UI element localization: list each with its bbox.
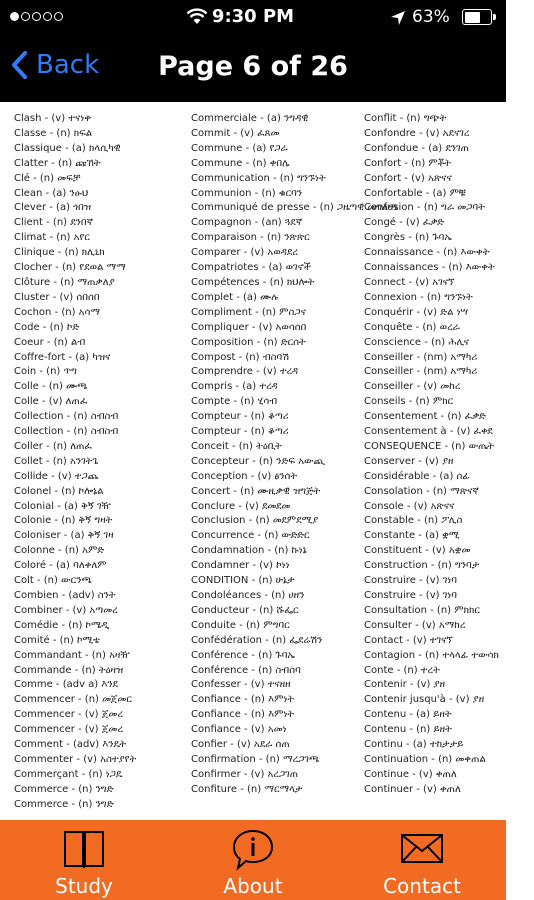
- word-entry: Consolation - (n) ማጽናኛ: [364, 485, 479, 497]
- word-entry: Conducteur - (n) ሹፌር: [191, 604, 299, 616]
- word-entry: Classe - (n) ክፍል: [14, 127, 93, 139]
- word-entry: Clever - (a) ጎበዝ: [14, 202, 92, 214]
- word-entry: Climat - (n) አየር: [14, 232, 90, 244]
- page-title: Page 6 of 26: [158, 51, 348, 82]
- word-entry: Clash - (v) ተናነቀ: [14, 113, 92, 124]
- word-entry: Comédie - (n) ኮሜዲ: [14, 619, 110, 631]
- word-entry: Clean - (a) ንፁህ: [14, 187, 89, 199]
- word-entry: Connexion - (n) ግንኙነት: [364, 291, 473, 303]
- tab-study-label: Study: [55, 874, 113, 898]
- word-entry: Construire - (v) ገነባ: [364, 590, 457, 601]
- word-entry: Confort - (v) አጽናና: [364, 172, 452, 184]
- word-entry: Consultation - (n) ምክክር: [364, 604, 480, 616]
- navigation-bar: [0, 36, 506, 102]
- word-entry: Conception - (v) ፅንሰት: [191, 470, 298, 482]
- word-entry: Conquête - (n) ወረራ: [364, 321, 460, 333]
- word-entry: Confiance - (v) አመነ: [191, 724, 287, 736]
- word-entry: Commencer - (v) ጀመረ: [14, 709, 124, 721]
- word-entry: Code - (n) ኮድ: [14, 321, 80, 333]
- word-entry: Composition - (n) ድርሰት: [191, 336, 306, 348]
- word-entry: Contenir jusqu'à - (v) ያዘ: [364, 694, 485, 706]
- word-entry: Conférence - (n) ስብሰባ: [191, 664, 301, 676]
- word-entry: Colle - (v) ለጠፈ: [14, 396, 88, 408]
- word-entry: Colonial - (a) ቅኝ ገዥ: [14, 500, 111, 512]
- word-entry: Collet - (n) አንገትጌ: [14, 455, 99, 467]
- word-entry: Commerciale - (a) ንግዳዊ: [191, 113, 309, 124]
- word-entry: CONSEQUENCE - (n) ውጤት: [364, 440, 495, 452]
- word-entry: Coeur - (n) ልብ: [14, 336, 86, 348]
- battery-icon: [462, 9, 492, 25]
- word-entry: Contact - (v) ተገናኘ: [364, 634, 453, 646]
- word-entry: Conclusion - (n) መደምደሚያ: [191, 515, 319, 527]
- word-entry: Colt - (n) ውርንጫ: [14, 575, 92, 587]
- word-entry: Consentement - (n) ፈቃድ: [364, 411, 486, 423]
- word-entry: Colle - (n) ሙጫ: [14, 381, 88, 393]
- word-entry: Cluster - (v) ሰበሰበ: [14, 291, 100, 303]
- word-entry: Console - (v) አጽናና: [364, 500, 455, 512]
- word-entry: Conquérir - (v) ድል ነሣ: [364, 306, 469, 318]
- word-entry: Conduite - (n) ምግባር: [191, 619, 290, 631]
- word-entry: Connaissances - (n) እውቀት: [364, 262, 495, 274]
- word-entry: Collection - (n) ስብስብ: [14, 411, 119, 423]
- word-entry: Construire - (v) ገነባ: [364, 575, 457, 587]
- word-entry: Communiqué de presse - (n) ጋዜጣዊ መግለጫ: [191, 202, 399, 214]
- mail-icon: [398, 828, 446, 868]
- back-label: Back: [36, 50, 100, 80]
- word-entry: Commandant - (n) አዛዥ: [14, 649, 130, 661]
- word-entry: Contenir - (v) ያዘ: [364, 679, 446, 691]
- word-entry: Commande - (n) ትዕዛዝ: [14, 664, 124, 676]
- word-entry: Contenu - (a) ይዘት: [364, 709, 452, 721]
- word-entry: Confortable - (a) ምቹ: [364, 187, 466, 199]
- word-column-2: [191, 112, 399, 798]
- word-entry: Conseiller - (nm) አማካሪ: [364, 351, 478, 363]
- word-entry: Commerce - (n) ንግድ: [14, 798, 114, 810]
- word-entry: Combiner - (v) አጣመረ: [14, 604, 118, 616]
- word-entry: Constable - (n) ፖሊስ: [364, 515, 463, 527]
- tab-about[interactable]: [169, 820, 337, 900]
- word-entry: Continuer - (v) ቀጠለ: [364, 783, 461, 795]
- word-entry: Colonne - (n) አምድ: [14, 545, 105, 557]
- word-entry: Clôture - (n) ማጠቃለያ: [14, 276, 115, 288]
- word-entry: Coffre-fort - (a) ካዝና: [14, 351, 111, 363]
- clock: 9:30 PM: [211, 6, 295, 27]
- word-entry: Confusion - (n) ግራ መጋባት: [364, 202, 485, 214]
- tab-contact[interactable]: [338, 820, 506, 900]
- word-entry: Concepteur - (n) ንድፍ አውጪ: [191, 455, 325, 467]
- word-entry: Conseiller - (nm) አማካሪ: [364, 366, 478, 378]
- word-entry: Condoléances - (n) ሀዘን: [191, 590, 305, 601]
- word-entry: Consulter - (v) አማከረ: [364, 619, 466, 631]
- word-entry: Compris - (a) ተረዳ: [191, 381, 278, 393]
- word-entry: Compétences - (n) ክህሎት: [191, 276, 315, 288]
- word-entry: Conférence - (n) ጉባኤ: [191, 649, 295, 661]
- word-entry: Contenu - (n) ይዘት: [364, 724, 452, 736]
- word-entry: Comité - (n) ኮሚቴ: [14, 634, 100, 646]
- word-entry: Commerçant - (n) ነጋዴ: [14, 768, 123, 780]
- word-entry: Conclure - (v) ደመደመ: [191, 500, 291, 512]
- word-entry: Communication - (n) ግንኙነት: [191, 172, 326, 184]
- word-entry: Compatriotes - (a) ወገኖች: [191, 262, 311, 274]
- tab-about-label: About: [223, 874, 283, 898]
- word-entry: Commit - (v) ፈጸመ: [191, 127, 280, 139]
- word-entry: Commerce - (n) ንግድ: [14, 783, 114, 795]
- word-entry: Coloniser - (a) ቅኝ ገዛ: [14, 530, 114, 542]
- word-entry: Confiance - (n) እምነት: [191, 709, 295, 721]
- word-entry: Confort - (n) ምቾት: [364, 157, 452, 169]
- word-entry: Considérable - (a) ሰፊ: [364, 470, 470, 482]
- word-entry: Comment - (adv) እንዴት: [14, 739, 127, 751]
- word-entry: Confier - (v) አደራ ሰጠ: [191, 739, 290, 751]
- word-entry: Client - (n) ደንበኛ: [14, 217, 94, 229]
- word-entry: Combien - (adv) ስንት: [14, 590, 116, 601]
- word-column-1: [14, 112, 184, 813]
- word-entry: Collide - (v) ተጋጨ: [14, 470, 99, 482]
- word-entry: Condamner - (v) ኮነነ: [191, 560, 290, 572]
- word-entry: Clinique - (n) ክሊኒክ: [14, 247, 105, 259]
- battery-percentage: 63%: [412, 7, 450, 27]
- book-icon: [62, 828, 106, 870]
- word-entry: Condamnation - (n) ኩነኔ: [191, 545, 307, 557]
- tab-bar: [0, 820, 506, 900]
- word-entry: Continu - (a) ተከታታይ: [364, 739, 464, 751]
- word-list[interactable]: [0, 102, 506, 820]
- word-entry: Conflit - (n) ግጭት: [364, 113, 447, 124]
- word-entry: Confirmation - (n) ማረጋገጫ: [191, 753, 320, 765]
- word-entry: Comprendre - (v) ተረዳ: [191, 366, 299, 378]
- word-entry: Comme - (adv a) እንደ: [14, 679, 119, 691]
- word-entry: Confondue - (a) ደንገጠ: [364, 142, 469, 154]
- word-entry: Compteur - (n) ቆጣሪ: [191, 426, 289, 438]
- word-entry: Colonie - (n) ቅኝ ግዛት: [14, 515, 113, 527]
- word-entry: Confiance - (n) እምነት: [191, 694, 295, 706]
- word-entry: Conscience - (n) ሕሊና: [364, 336, 469, 348]
- word-entry: Concurrence - (n) ውድድር: [191, 530, 310, 542]
- tab-contact-label: Contact: [383, 874, 461, 898]
- word-entry: Confiture - (n) ማርማላታ: [191, 783, 303, 795]
- word-entry: Colonel - (n) ኮሎኔል: [14, 485, 104, 497]
- word-entry: Coloré - (a) ባለቀለም: [14, 560, 107, 572]
- word-entry: Continue - (v) ቀጠለ: [364, 768, 457, 780]
- word-entry: Congé - (v) ፈቃድ: [364, 217, 445, 229]
- word-entry: Confesser - (v) ተናዘዘ: [191, 679, 291, 691]
- word-entry: Consentement à - (v) ፈቀደ: [364, 426, 493, 438]
- word-entry: Constante - (a) ቋሚ: [364, 530, 460, 542]
- word-column-3: [364, 112, 534, 798]
- word-entry: Construction - (n) ግንባታ: [364, 560, 480, 572]
- word-entry: Classique - (a) ክላሲካዊ: [14, 142, 121, 154]
- word-entry: Constituent - (v) አቋመ: [364, 545, 471, 557]
- location-arrow-icon: [390, 10, 406, 26]
- word-entry: Commune - (a) የጋራ: [191, 142, 288, 154]
- word-entry: Conserver - (v) ያዘ: [364, 455, 454, 467]
- word-entry: Confondre - (v) አደናገረ: [364, 127, 470, 139]
- word-entry: Clatter - (n) ጩኸት: [14, 157, 101, 169]
- word-entry: Continuation - (n) መቀጠል: [364, 753, 486, 765]
- word-entry: Conseils - (n) ምክር: [364, 396, 454, 408]
- status-bar: [0, 0, 506, 36]
- word-entry: Coin - (n) ጥግ: [14, 366, 77, 378]
- word-entry: Clocher - (n) የደወል ማማ: [14, 262, 126, 274]
- word-entry: Connect - (v) አገናኘ: [364, 276, 455, 288]
- word-entry: Connaissance - (n) እውቀት: [364, 247, 490, 259]
- word-entry: CONDITION - (n) ሁኔታ: [191, 575, 295, 587]
- word-entry: Coller - (n) ለጠፈ: [14, 440, 92, 452]
- word-entry: Compliquer - (v) አወሳሰበ: [191, 321, 307, 333]
- word-entry: Commencer - (n) መጀመር: [14, 694, 132, 706]
- word-entry: Compagnon - (an) ጓደኛ: [191, 217, 303, 229]
- word-entry: Compte - (n) ሂሳብ: [191, 396, 278, 408]
- word-entry: Compteur - (n) ቆጣሪ: [191, 411, 289, 423]
- word-entry: Conceit - (n) ትዕቢት: [191, 440, 282, 452]
- word-entry: Commune - (n) ቀበሌ: [191, 157, 290, 169]
- word-entry: Complet - (a) ሙሉ: [191, 291, 279, 303]
- word-entry: Conseiller - (v) መከረ: [364, 381, 461, 393]
- word-entry: Concert - (n) ሙዚቃዊ ዝግጅት: [191, 485, 321, 497]
- word-entry: Confédération - (n) ፌደሬሽን: [191, 634, 323, 646]
- word-entry: Compliment - (n) ምስጋና: [191, 306, 306, 318]
- word-entry: Contagion - (n) ተላላፊ ተውሳክ: [364, 649, 499, 661]
- word-entry: Conte - (n) ተረት: [364, 664, 440, 676]
- word-entry: Comparaison - (n) ንጽጽር: [191, 232, 310, 244]
- word-entry: Confirmer - (v) አረጋገጠ: [191, 768, 299, 780]
- word-entry: Commenter - (v) አስተያየት: [14, 753, 137, 765]
- word-entry: Collection - (n) ስብስብ: [14, 426, 119, 438]
- word-entry: Commencer - (v) ጀመረ: [14, 724, 124, 736]
- tab-study[interactable]: [0, 820, 168, 900]
- info-icon: [231, 828, 275, 872]
- word-entry: Compost - (n) ብስባሽ: [191, 351, 290, 363]
- word-entry: Communion - (n) ቁርባን: [191, 187, 303, 199]
- word-entry: Comparer - (v) አወዳደረ: [191, 247, 298, 259]
- word-entry: Clé - (n) መፍቻ: [14, 172, 81, 184]
- word-entry: Cochon - (n) አሳማ: [14, 306, 101, 318]
- word-entry: Congrès - (n) ጉባኤ: [364, 232, 452, 244]
